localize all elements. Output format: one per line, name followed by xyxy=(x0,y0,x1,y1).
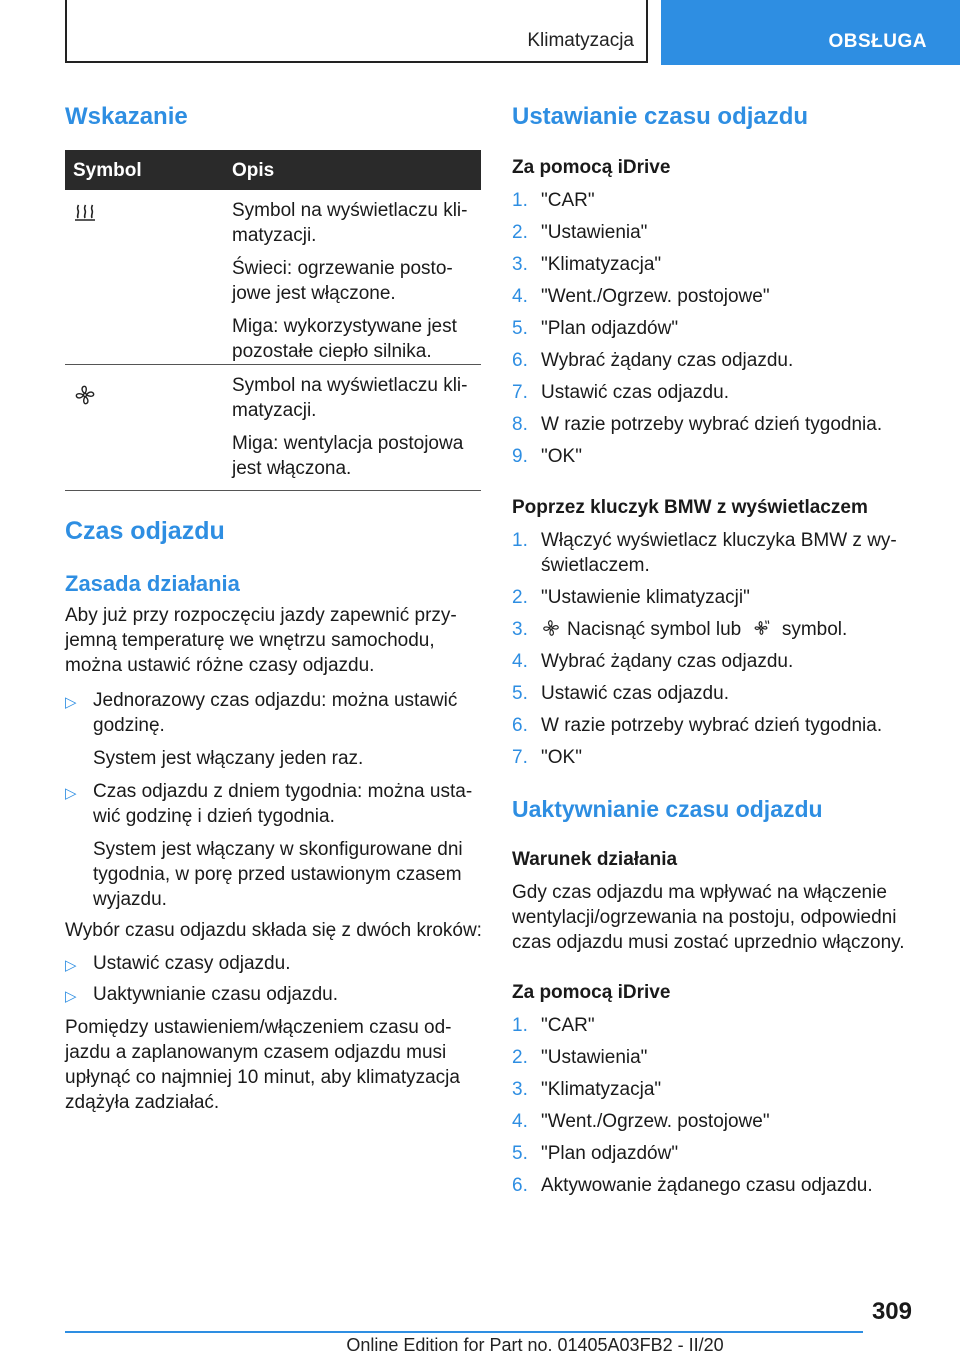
list-item xyxy=(512,252,912,277)
list-item xyxy=(512,348,912,373)
section-title: Klimatyzacja xyxy=(527,30,634,51)
idrive-steps-list xyxy=(512,188,912,476)
desc-line: Świeci: ogrzewanie posto-jowe jest włączone. xyxy=(232,258,453,304)
step-text: "Ustawienia" xyxy=(541,222,648,243)
table-row xyxy=(65,365,481,491)
step-text: "Klimatyzacja" xyxy=(541,254,662,275)
list-item xyxy=(512,649,912,674)
idrive-label: Za pomocą iDrive xyxy=(512,157,671,178)
row-description xyxy=(232,190,481,374)
desc-line: Symbol na wyświetlaczu kli-matyzacji. xyxy=(232,200,468,246)
step-number: 6. xyxy=(512,1175,528,1196)
step-number: 3. xyxy=(512,1079,528,1100)
list-item xyxy=(512,713,912,738)
bullet-sub: System jest włączany w skonfigurowane dni tygodnia, w porę przed ustawionym czasem wyjazdu. xyxy=(93,839,463,910)
page-number: 309 xyxy=(871,1298,912,1325)
step-text: W razie potrzeby wybrać dzień tygodnia. xyxy=(541,414,883,435)
list-item xyxy=(512,444,912,469)
step-text-a: Nacisnąć symbol lub xyxy=(567,619,742,640)
step-number: 4. xyxy=(512,286,528,307)
step-text: "Ustawienia" xyxy=(541,1047,648,1068)
step-number: 2. xyxy=(512,222,528,243)
step-text: Aktywowanie żądanego czasu odjazdu. xyxy=(541,1175,873,1196)
step-number: 6. xyxy=(512,350,528,371)
step-text: "OK" xyxy=(541,446,582,467)
triangle-bullet-icon: ▷ xyxy=(65,988,77,1005)
header-section-box xyxy=(65,0,648,63)
step-number: 3. xyxy=(512,619,528,640)
list-item xyxy=(512,617,912,642)
step-text: Ustawić czas odjazdu. xyxy=(541,683,729,704)
step-number: 5. xyxy=(512,318,528,339)
step-number: 2. xyxy=(512,587,528,608)
uaktywnianie-heading: Uaktywnianie czasu odjazdu xyxy=(512,796,823,822)
list-item xyxy=(512,220,912,245)
step-text: "Klimatyzacja" xyxy=(541,1079,662,1100)
step-text: "Plan odjazdów" xyxy=(541,318,679,339)
bullet-main: Ustawić czasy odjazdu. xyxy=(93,953,291,974)
footer-divider xyxy=(65,1331,863,1333)
bullet-item xyxy=(65,951,481,984)
list-item xyxy=(512,1077,912,1102)
fan-heat-icon xyxy=(751,618,771,638)
step-text: "OK" xyxy=(541,747,582,768)
idrive2-label: Za pomocą iDrive xyxy=(512,982,671,1003)
warunek-label: Warunek działania xyxy=(512,849,678,870)
list-item xyxy=(512,1013,912,1038)
step-number: 8. xyxy=(512,414,528,435)
step-number: 3. xyxy=(512,254,528,275)
step-text: "CAR" xyxy=(541,1015,595,1036)
warunek-text: Gdy czas odjazdu ma wpływać na włączenie wentylacji/ogrzewania na postoju, odpowiedni czas odjazdu musi zostać uprzednio włączony. xyxy=(512,882,905,953)
desc-line: Miga: wentylacja postojowa jest włączona. xyxy=(232,433,464,479)
list-item xyxy=(512,1109,912,1134)
list-item xyxy=(512,380,912,405)
key-label: Poprzez kluczyk BMW z wyświetlaczem xyxy=(512,497,868,518)
desc-line: Miga: wykorzystywane jest pozostałe ciepło silnika. xyxy=(232,316,457,362)
step-text xyxy=(541,617,912,642)
fan-icon xyxy=(73,383,97,407)
step-text: W razie potrzeby wybrać dzień tygodnia. xyxy=(541,715,883,736)
zasada-heading: Zasada działania xyxy=(65,571,240,596)
heating-icon xyxy=(73,200,97,224)
step-number: 9. xyxy=(512,446,528,467)
edition-footer: Online Edition for Part no. 01405A03FB2 - II/20 xyxy=(346,1335,724,1355)
bullet-main: Uaktywnianie czasu odjazdu. xyxy=(93,984,339,1005)
fan-icon xyxy=(541,618,561,638)
table-header xyxy=(65,150,481,190)
step-number: 1. xyxy=(512,530,528,551)
bullet-item xyxy=(65,779,481,920)
step-number: 1. xyxy=(512,190,528,211)
list-item xyxy=(512,188,912,213)
list-item xyxy=(512,284,912,309)
step-text: "Went./Ogrzew. postojowe" xyxy=(541,1111,770,1132)
step-number: 4. xyxy=(512,1111,528,1132)
step-number: 2. xyxy=(512,1047,528,1068)
step-text: "Plan odjazdów" xyxy=(541,1143,679,1164)
col-opis-header: Opis xyxy=(232,160,275,181)
bullet-main: Czas odjazdu z dniem tygodnia: można usta-wić godzinę i dzień tygodnia. xyxy=(93,781,473,827)
wskazanie-heading: Wskazanie xyxy=(65,103,188,130)
list-item xyxy=(512,1173,912,1198)
col-symbol-header: Symbol xyxy=(73,160,142,181)
step-text: Ustawić czas odjazdu. xyxy=(541,382,729,403)
header-chapter-tab xyxy=(661,0,960,65)
chapter-title: OBSŁUGA xyxy=(828,31,927,52)
step-text: "Ustawienie klimatyzacji" xyxy=(541,587,750,608)
bullet-main: Jednorazowy czas odjazdu: można ustawić godzinę. xyxy=(93,690,458,736)
step-number: 5. xyxy=(512,683,528,704)
step-number: 7. xyxy=(512,747,528,768)
step-text: Włączyć wyświetlacz kluczyka BMW z wy-świetlaczem. xyxy=(541,530,897,576)
step-number: 7. xyxy=(512,382,528,403)
step-text: "CAR" xyxy=(541,190,595,211)
ustawianie-heading: Ustawianie czasu odjazdu xyxy=(512,103,809,130)
step-text: Wybrać żądany czas odjazdu. xyxy=(541,350,794,371)
step-text: "Went./Ogrzew. postojowe" xyxy=(541,286,770,307)
list-item xyxy=(512,412,912,437)
list-item xyxy=(512,528,912,578)
bullet-sub: System jest włączany jeden raz. xyxy=(93,748,364,769)
step-number: 4. xyxy=(512,651,528,672)
step-text-b: symbol. xyxy=(781,619,848,640)
step-number: 6. xyxy=(512,715,528,736)
list-item xyxy=(512,681,912,706)
idrive2-steps-list xyxy=(512,1013,912,1205)
list-item xyxy=(512,1141,912,1166)
step-number: 1. xyxy=(512,1015,528,1036)
pomiedzy-text: Pomiędzy ustawieniem/włączeniem czasu od-jazdu a zaplanowanym czasem odjazdu musi upłynąć co najmniej 10 minut, aby klimatyzacja zdążyła zadziałać. xyxy=(65,1017,460,1113)
symbol-table xyxy=(65,150,481,491)
bullet-item xyxy=(65,982,481,1015)
step-text: Wybrać żądany czas odjazdu. xyxy=(541,651,794,672)
zasada-text: Aby już przy rozpoczęciu jazdy zapewnić przy-jemną temperaturę we wnętrzu samochodu, można ustawić różne czasy odjazdu. xyxy=(65,605,457,676)
list-item xyxy=(512,745,912,770)
list-item xyxy=(512,316,912,341)
table-row xyxy=(65,190,481,365)
triangle-bullet-icon: ▷ xyxy=(65,957,77,974)
czas-odjazdu-heading: Czas odjazdu xyxy=(65,517,225,545)
triangle-bullet-icon: ▷ xyxy=(65,785,77,802)
list-item xyxy=(512,585,912,610)
step-number: 5. xyxy=(512,1143,528,1164)
bullet-item xyxy=(65,688,481,779)
key-steps-list xyxy=(512,528,912,777)
wybor-text: Wybór czasu odjazdu składa się z dwóch kroków: xyxy=(65,920,482,941)
list-item xyxy=(512,1045,912,1070)
row-description xyxy=(232,365,481,491)
triangle-bullet-icon: ▷ xyxy=(65,694,77,711)
desc-line: Symbol na wyświetlaczu kli-matyzacji. xyxy=(232,375,468,421)
